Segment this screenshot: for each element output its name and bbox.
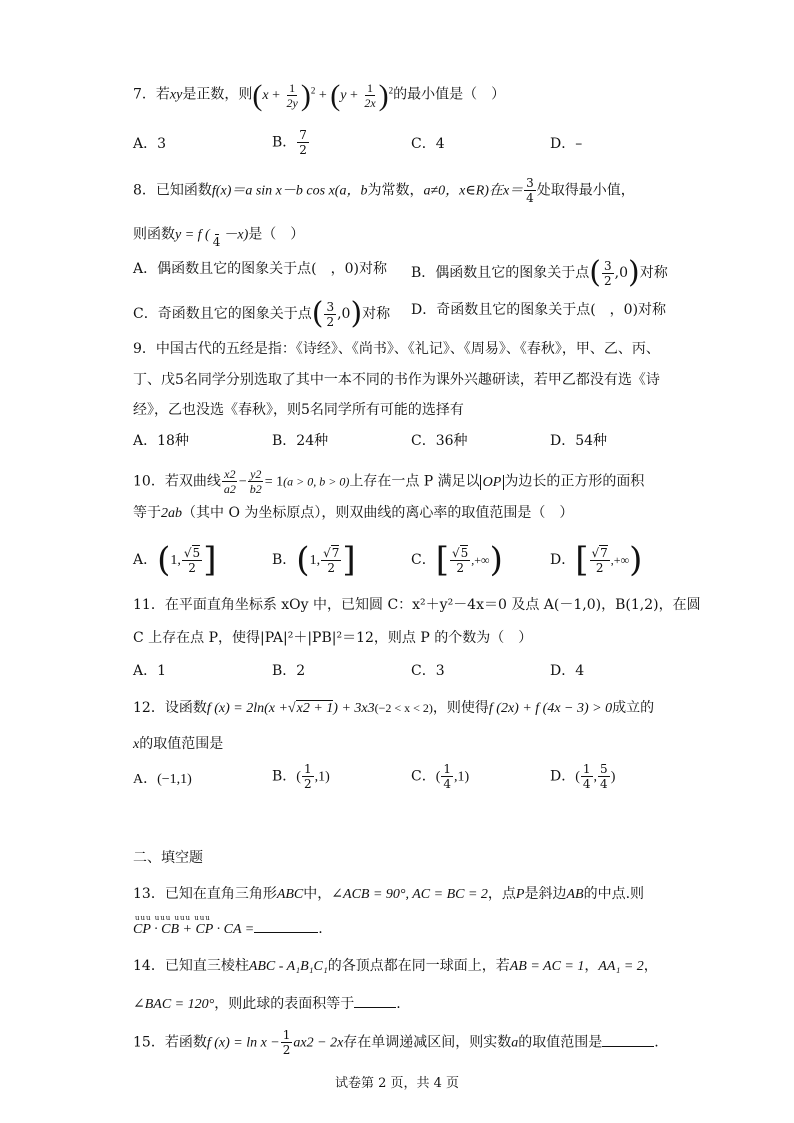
q11-option-d[interactable]: D．4 bbox=[550, 663, 585, 679]
q14-stem-line2: ∠BAC = 120°，则此球的表面积等于 . bbox=[133, 996, 401, 1012]
q11-stem-line2: C 上存在点 P，使得|PA|²＋|PB|²＝12，则点 P 的个数为（ ） bbox=[133, 630, 533, 646]
q9-stem-line2: 丁、戊5名同学分别选取了其中一本不同的书作为课外兴趣研读，若甲乙都没有选《诗 bbox=[133, 372, 660, 388]
q7-option-a[interactable]: A．3 bbox=[133, 136, 167, 152]
q8-option-b[interactable]: B．偶函数且它的图象关于点( $\frac{3}{2}$ ,0)对称 bbox=[411, 255, 668, 290]
q10-stem-line2: 等于2ab（其中 O 为坐标原点），则双曲线的离心率的取值范围是（ ） bbox=[133, 505, 574, 521]
page-footer: 试卷第 2 页，共 4 页 bbox=[334, 1076, 460, 1091]
q14-stem-line1: 14．已知直三棱柱ABC - A₁B₁C₁的各顶点都在同一球面上，若AB = AC = 1，AA₁ = 2， bbox=[133, 958, 658, 974]
q10-option-c[interactable]: C．[ $\frac{√5}{2}$ ,+∞) bbox=[411, 540, 503, 580]
q7-text-c: 的最小值是（ ） bbox=[393, 86, 506, 103]
q8-option-c[interactable]: C．奇函数且它的图象关于点( $\frac{3}{2}$ ,0)对称 bbox=[133, 296, 391, 331]
q11-option-c[interactable]: C．3 bbox=[411, 663, 445, 679]
q12-option-d[interactable]: D．( $\frac{1}{4}$ , $\frac{5}{4}$ ) bbox=[550, 762, 616, 791]
q9-option-a[interactable]: A．18种 bbox=[133, 433, 189, 449]
q8-stem-line1: 8．已知函数f(x)＝a sin x－b cos x(a，b为常数，a≠0，x∈R)在x＝ $\frac{3}{4}$ 处取得最小值， bbox=[133, 176, 635, 205]
q15-stem: 15．若函数f (x) = ln x − $\frac{1}{2}$ ax2 − 2x存在单调递减区间，则实数a的取值范围是 . bbox=[133, 1028, 659, 1057]
q7-option-c[interactable]: C．4 bbox=[411, 136, 445, 152]
q11-option-a[interactable]: A．1 bbox=[133, 663, 167, 679]
q15-answer-blank[interactable] bbox=[602, 1046, 654, 1047]
q10-option-a[interactable]: A．(1, $\frac{√5}{2}$ ] bbox=[133, 540, 217, 580]
q11-option-b[interactable]: B．2 bbox=[272, 663, 306, 679]
q7-option-b[interactable]: B． $\frac{7}{2}$ bbox=[272, 128, 307, 157]
q13-stem-line2: CP · CB + CP · CA = . bbox=[133, 921, 323, 937]
section-heading-fill-blank: 二、填空题 bbox=[133, 850, 203, 866]
q7-option-d[interactable]: D．– bbox=[550, 136, 583, 152]
q12-option-b[interactable]: B．( $\frac{1}{2}$ ,1) bbox=[272, 762, 330, 791]
q12-option-a[interactable]: A．(−1,1) bbox=[133, 772, 192, 787]
q9-option-b[interactable]: B．24种 bbox=[272, 433, 329, 449]
q14-answer-blank[interactable] bbox=[354, 1007, 396, 1008]
q9-stem-line1: 9．中国古代的五经是指：《诗经》、《尚书》、《礼记》、《周易》、《春秋》，甲、乙、丙、 bbox=[133, 341, 660, 357]
q10-option-d[interactable]: D．[ $\frac{√7}{2}$ ,+∞) bbox=[550, 540, 643, 580]
q7-text-a: 若 bbox=[155, 86, 170, 103]
q11-stem-line1: 11．在平面直角坐标系 xOy 中，已知圆 C：x²＋y²－4x＝0 及点 A(－1,0)，B(1,2)，在圆 bbox=[133, 597, 701, 613]
q13-stem-line1: 13．已知在直角三角形ABC中，∠ACB = 90°, AC = BC = 2，点P是斜边AB的中点.则 bbox=[133, 886, 645, 902]
q7-stem bbox=[133, 79, 664, 110]
q10-option-b[interactable]: B．(1, $\frac{√7}{2}$ ] bbox=[272, 540, 356, 580]
q8-stem-line2: 则函数y = f ( 4 －x)是（ ） bbox=[133, 220, 664, 249]
q13-answer-blank[interactable] bbox=[254, 932, 318, 933]
q8-option-a[interactable]: A．偶函数且它的图象关于点( ，0)对称 bbox=[133, 261, 387, 277]
q9-option-d[interactable]: D．54种 bbox=[550, 433, 608, 449]
q9-option-c[interactable]: C．36种 bbox=[411, 433, 468, 449]
q7-expression: (x + $\frac{1}{2y}$ )$^2$ + (y + $\frac{1}{2x}$ )$^2$ bbox=[252, 78, 394, 112]
q8-option-d[interactable]: D．奇函数且它的图象关于点( ，0)对称 bbox=[411, 302, 667, 318]
q13-vector-marks: uuu uuu uuu uuu bbox=[135, 914, 211, 922]
q12-stem-line2: x的取值范围是 bbox=[133, 736, 224, 752]
q7-text-b: 是正数，则 bbox=[182, 86, 253, 103]
q7-number: 7． bbox=[133, 86, 156, 103]
q12-option-c[interactable]: C．( $\frac{1}{4}$ ,1) bbox=[411, 762, 470, 791]
q12-stem-line1: 12．设函数f (x) = 2ln(x +√x2 + 1) + 3x3(−2 < x < 2)，则使得f (2x) + f (4x − 3) > 0成立的 bbox=[133, 700, 655, 716]
q10-stem-line1: 10．若双曲线 $\frac{x2}{a2}$ − $\frac{y2}{b2}$ = 1(a > 0, b > 0)上存在一点 P 满足以 OP 为边长的正方形的面积 bbox=[133, 467, 645, 496]
q9-stem-line3: 经》，乙也没选《春秋》，则5名同学所有可能的选择有 bbox=[133, 402, 464, 418]
q7-var-xy: xy bbox=[169, 87, 183, 103]
